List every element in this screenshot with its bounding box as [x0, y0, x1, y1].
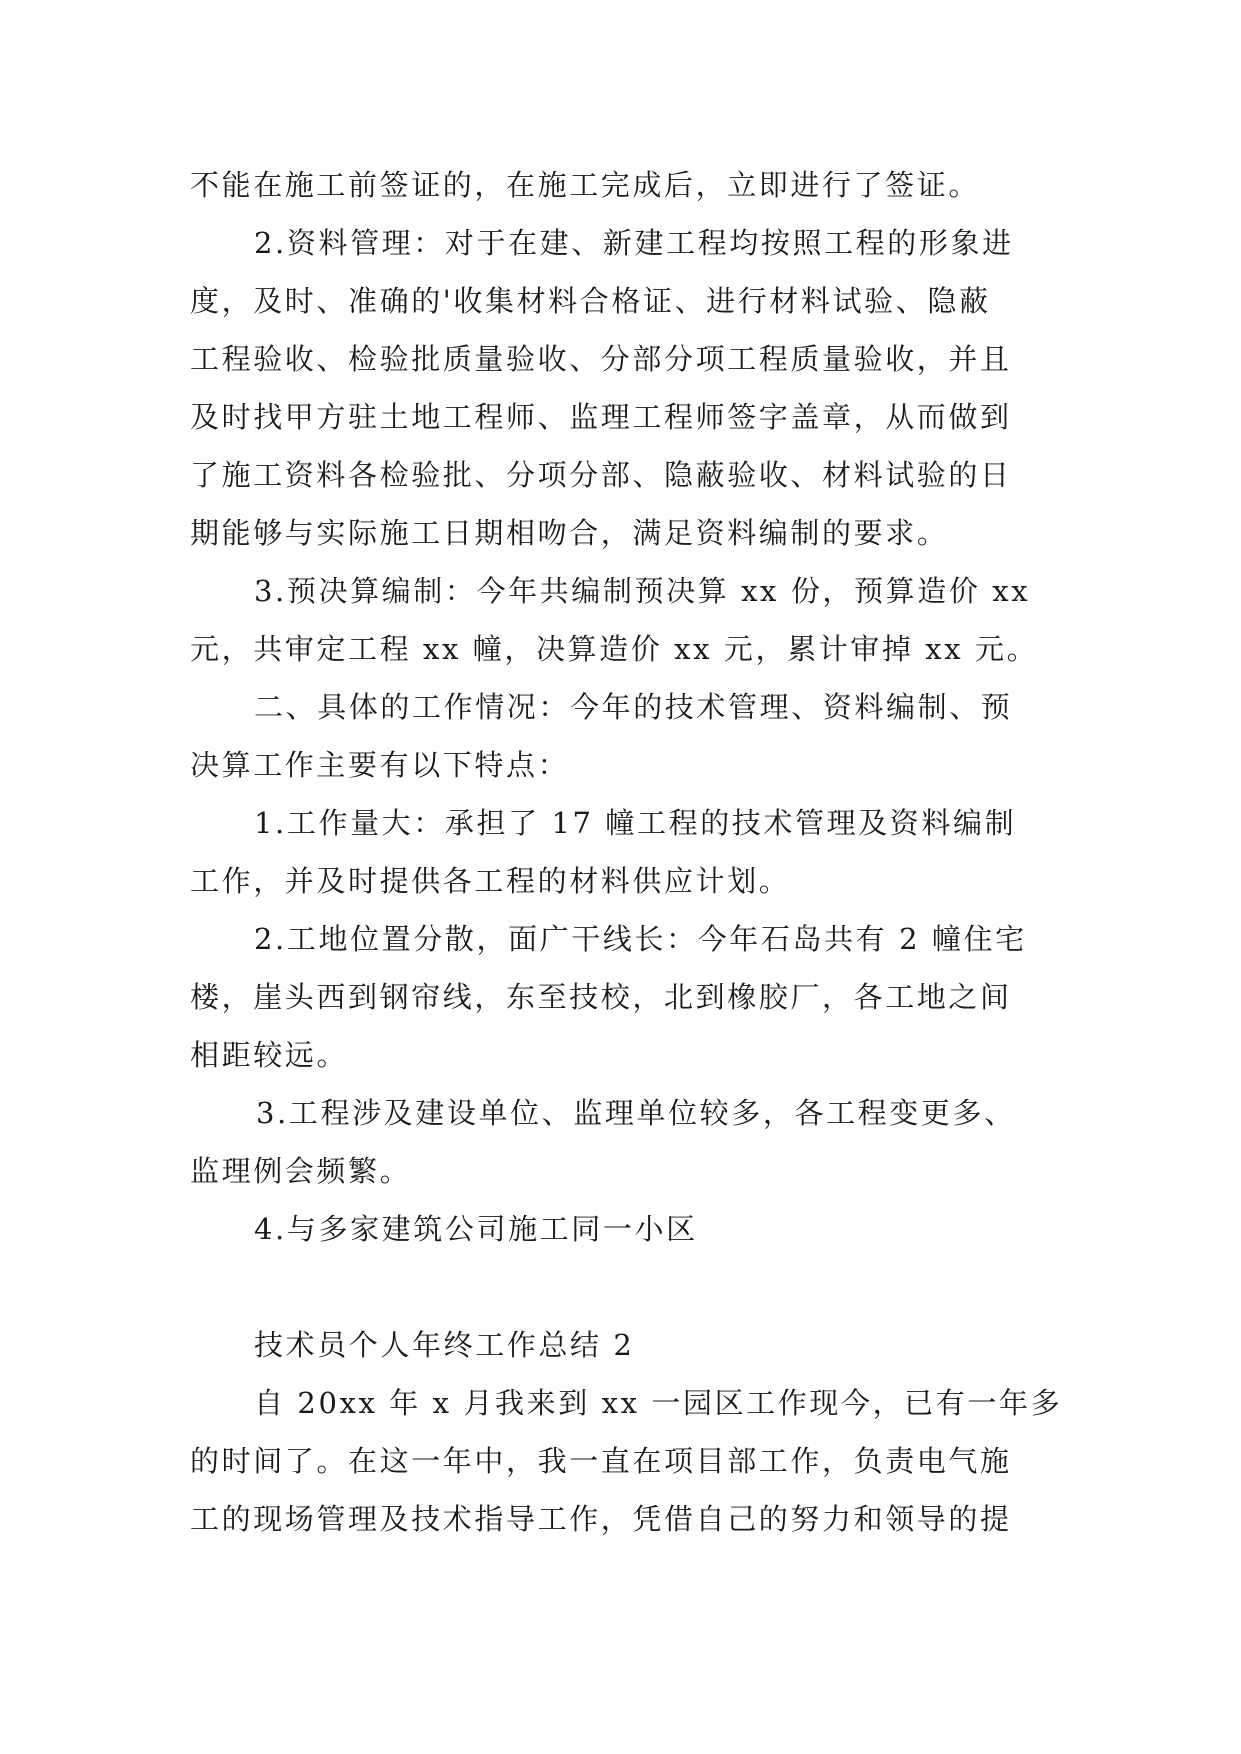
text-line-7: 期能够与实际施工日期相吻合，满足资料编制的要求。 — [190, 516, 949, 550]
text-line-14: 2.工地位置分散，面广干线长：今年石岛共有 2 幢住宅 — [254, 922, 1027, 956]
text-line-2: 2.资料管理：对于在建、新建工程均按照工程的形象进 — [254, 226, 1014, 260]
text-line-6: 了施工资料各检验批、分项分部、隐蔽验收、材料试验的日 — [190, 458, 1012, 492]
text-line-16: 相距较远。 — [190, 1038, 349, 1072]
text-line-22: 工的现场管理及技术指导工作，凭借自己的努力和领导的提 — [190, 1502, 1012, 1536]
text-line-12: 1.工作量大：承担了 17 幢工程的技术管理及资料编制 — [254, 806, 1017, 840]
text-line-13: 工作，并及时提供各工程的材料供应计划。 — [190, 864, 791, 898]
text-line-18: 监理例会频繁。 — [190, 1154, 412, 1188]
section-heading: 技术员个人年终工作总结 2 — [254, 1328, 635, 1362]
text-line-9: 元，共审定工程 xx 幢，决算造价 xx 元，累计审掉 xx 元。 — [190, 632, 1039, 666]
text-line-1: 不能在施工前签证的，在施工完成后，立即进行了签证。 — [190, 168, 981, 202]
text-line-10: 二、具体的工作情况：今年的技术管理、资料编制、预 — [254, 690, 1013, 724]
text-line-19: 4.与多家建筑公司施工同一小区 — [254, 1212, 698, 1246]
text-line-3: 度，及时、准确的'收集材料合格证、进行材料试验、隐蔽 — [190, 284, 991, 318]
text-line-15: 楼，崖头西到钢帘线，东至技校，北到橡胶厂，各工地之间 — [190, 980, 1012, 1014]
text-line-20: 自 20xx 年 x 月我来到 xx 一园区工作现今，已有一年多 — [254, 1386, 1063, 1420]
text-line-5: 及时找甲方驻土地工程师、监理工程师签字盖章，从而做到 — [190, 400, 1012, 434]
text-line-21: 的时间了。在这一年中，我一直在项目部工作，负责电气施 — [190, 1444, 1012, 1478]
text-line-11: 决算工作主要有以下特点： — [190, 748, 570, 782]
text-line-17: 3.工程涉及建设单位、监理单位较多，各工程变更多、 — [256, 1096, 1016, 1130]
text-line-4: 工程验收、检验批质量验收、分部分项工程质量验收，并且 — [190, 342, 1012, 376]
text-line-8: 3.预决算编制：今年共编制预决算 xx 份，预算造价 xx — [254, 574, 1031, 608]
